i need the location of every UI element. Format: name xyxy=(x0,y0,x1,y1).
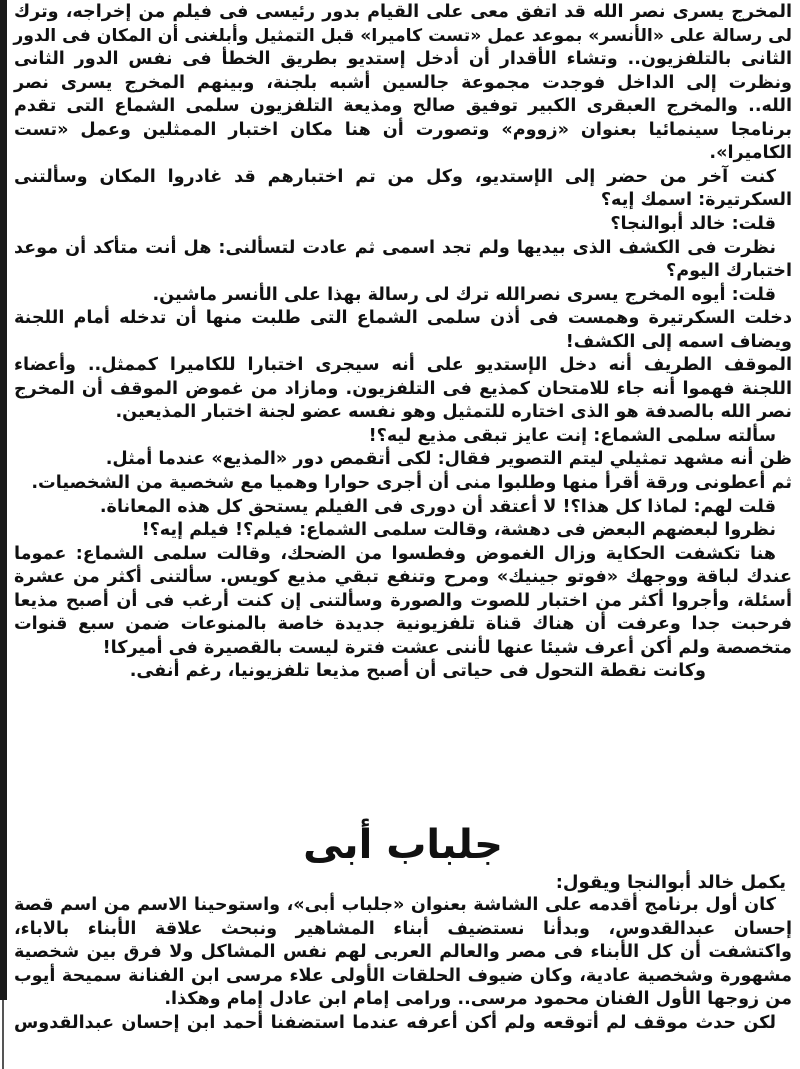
text-line: إحسان عبدالقدوس، وبدأنا نستضيف أبناء المشاهير ونبحث علاقة الأبناء بالاباء، xyxy=(14,918,792,939)
text-line: نظرت فى الكشف الذى بيديها ولم تجد اسمى ثم عادت لتسألنى: هل أنت متأكد أن موعد xyxy=(14,237,776,258)
text-line: ثم أعطونى ورقة أقرأ منها وطلبوا منى أن أجرى حوارا وهميا مع شخصية من الشخصيات. xyxy=(31,473,792,493)
text-line: الكاميرا». xyxy=(709,143,792,164)
section-title: جلباب أبى xyxy=(303,822,503,868)
text-line: لكن حدث موقف لم أتوقعه ولم أكن أعرفه عندما استضفنا أحمد ابن إحسان عبدالقدوس xyxy=(14,1012,776,1033)
text-line: ظن أنه مشهد تمثيلي ليتم التصوير فقال: لكى أتقمص دور «المذيع» عندما أمثل. xyxy=(105,449,792,470)
text-line: كان أول برنامج أقدمه على الشاشة بعنوان «جلباب أبى»، واستوحينا الاسم من اسم قصة xyxy=(14,895,776,915)
text-line: مشهورة وشخصية عادية، وكان ضيوف الحلقات الأولى علاء مرسى ابن الفنانة سميحة أيوب xyxy=(14,965,792,986)
text-line: دخلت السكرتيرة وهمست فى أذن سلمى الشماع التى طلبت منها أن تدخله أمام اللجنة xyxy=(14,308,792,329)
text-line: برنامجا سينمائيا بعنوان «زووم» وتصورت أن هنا مكان اختبار الممثلين وعمل «تست xyxy=(14,119,792,140)
text-line: نظروا لبعضهم البعض فى دهشة، وقالت سلمى الشماع: فيلم؟! فيلم إيه؟! xyxy=(141,520,776,541)
text-line: قلت: خالد أبوالنجا؟ xyxy=(610,213,776,234)
text-line: عندك لباقة ووجهك «فوتو جينيك» ومرح وتنفع تبقي مذيع كويس. سألتنى أكثر من عشرة xyxy=(14,567,792,588)
text-line: فرحبت جدا وعرفت أن هناك قناة تلفزيونية جديدة خاصة بالمنوعات ضمن سبع قنوات xyxy=(14,614,792,635)
text-line: ويضاف اسمه إلى الكشف! xyxy=(565,331,792,352)
document-page xyxy=(14,0,792,1069)
page-edge-bar xyxy=(0,0,7,1000)
text-line: نصر الله بالصدفة هو الذى اختاره للتمثيل وهو نفسه عضو لجنة اختبار المذيعين. xyxy=(115,402,792,423)
text-line: اللجنة فهموا أنه جاء للامتحان كمذيع فى التلفزيون. ومازاد من غموض الموقف أن المخرج xyxy=(14,378,792,399)
text-line: كنت آخر من حضر إلى الإستديو، وكل من تم اختبارهم قد غادروا المكان وسألتنى xyxy=(14,166,776,187)
text-line: قلت: أيوه المخرج يسرى نصرالله ترك لى رسالة بهذا على الأنسر ماشين. xyxy=(152,284,776,305)
text-line: هنا تكشفت الحكاية وزال الغموض وفطسوا من الضحك، وقالت سلمى الشماع: عموما xyxy=(14,543,776,564)
text-line: سألته سلمى الشماع: إنت عايز تبقى مذيع ليه؟! xyxy=(368,425,776,446)
text-line: السكرتيرة: اسمك إيه؟ xyxy=(600,190,792,211)
text-line: لى رسالة على «الأنسر» بموعد عمل «تست كاميرا» قبل التمثيل وأبلغنى أن المكان فى الدور xyxy=(13,25,792,46)
text-line: وكانت نقطة التحول فى حياتى أن أصبح مذيعا تلفزيونيا، رغم أنفى. xyxy=(129,661,706,682)
page-edge-line xyxy=(2,1000,4,1069)
text-line: من زوجها الأول الفنان محمود مرسى.. ورامى إمام ابن عادل إمام وهكذا. xyxy=(164,989,792,1010)
section-subheading: يكمل خالد أبوالنجا ويقول: xyxy=(555,872,786,893)
text-line: اختبارك اليوم؟ xyxy=(665,261,792,282)
text-line: واكتشفت أن كل الأبناء فى مصر والعالم العربى لهم نفس المشاكل ولا فرق بين شخصية xyxy=(14,942,792,963)
text-line: الله.. والمخرج العبقرى الكبير توفيق صالح ومذيعة التلفزيون سلمى الشماع التى تقدم xyxy=(14,96,792,117)
text-line: قلت لهم: لماذا كل هذا؟! لا أعتقد أن دورى فى الفيلم يستحق كل هذه المعاناة. xyxy=(99,496,776,517)
text-line: الموقف الطريف أنه دخل الإستديو على أنه سيجرى اختبارا للكاميرا كممثل.. وأعضاء xyxy=(14,355,792,376)
text-line: متخصصة ولم أكن أعرف شيئا عنها لأننى عشت فترة ليست بالقصيرة فى أميركا! xyxy=(102,637,792,658)
text-line: أسئلة، وأجروا أكثر من اختبار للصوت والصورة وسألتنى إن كنت أرغب فى أن أصبح مذيعا xyxy=(14,590,792,611)
text-line: الثانى بالتلفزيون.. وتشاء الأقدار أن أدخل إستديو بطريق الخطأ فى نفس الدور الثانى xyxy=(14,49,792,70)
text-line: ونظرت إلى الداخل فوجدت مجموعة جالسين أشبه بلجنة، وبينهم المخرج يسرى نصر xyxy=(14,72,792,93)
text-line: المخرج يسرى نصر الله قد اتفق معى على القيام بدور رئيسى فى فيلم من إخراجه، وترك xyxy=(14,2,792,22)
